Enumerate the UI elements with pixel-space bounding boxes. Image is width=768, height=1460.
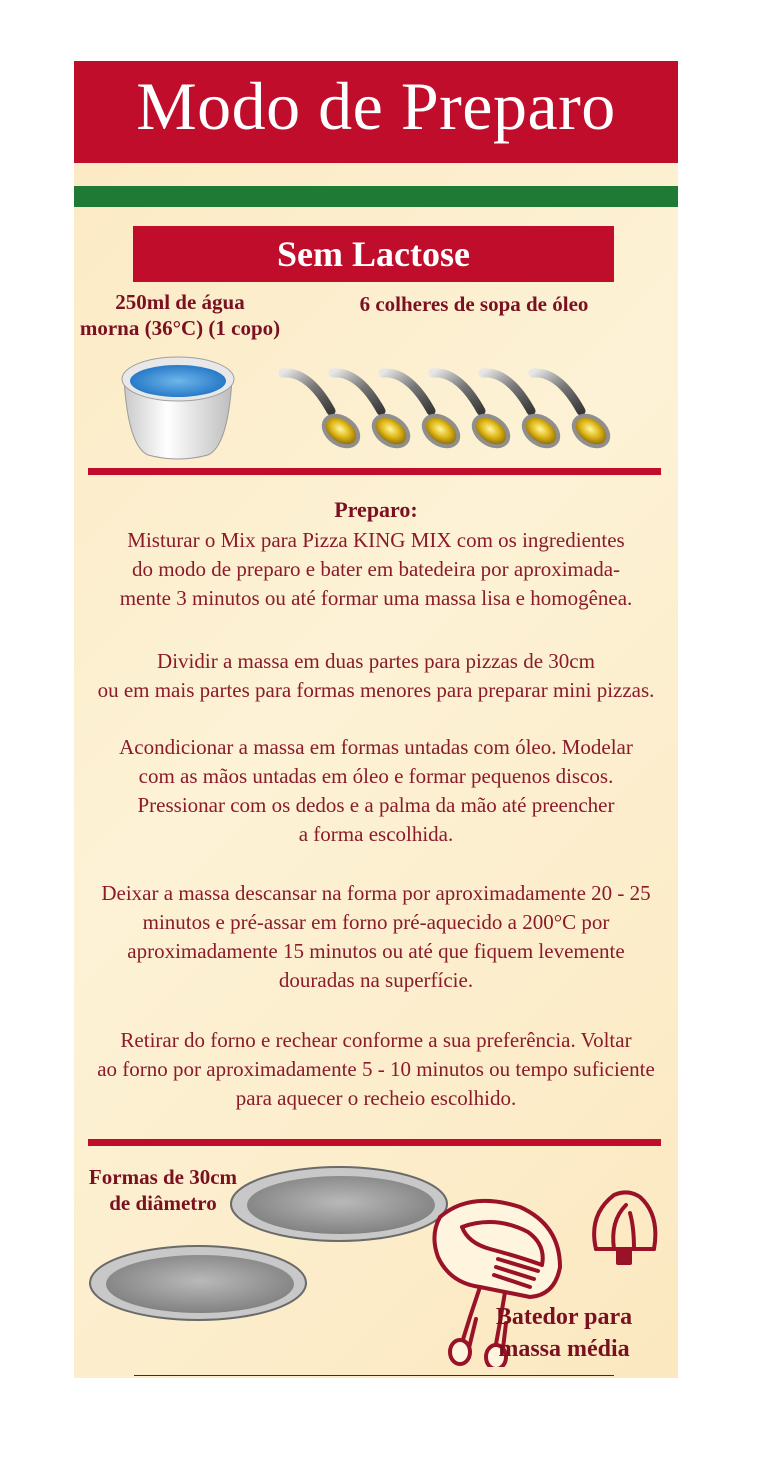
text-line: Acondicionar a massa em formas untadas com óleo. Modelar — [119, 735, 633, 759]
oil-label: 6 colheres de sopa de óleo — [359, 292, 589, 316]
green-stripe — [74, 186, 678, 207]
pans-label-line2: de diâmetro — [109, 1191, 217, 1215]
preparation-paragraph — [74, 647, 678, 705]
pans-label — [78, 1164, 248, 1216]
water-label — [74, 289, 286, 341]
text-line: para aquecer o recheio escolhido. — [235, 1086, 517, 1110]
header-banner — [74, 61, 678, 163]
text-line: mente 3 minutos ou até formar uma massa lisa e homogênea. — [119, 586, 633, 610]
text-line: Misturar o Mix para Pizza KING MIX com os ingredientes — [127, 528, 625, 552]
page-title: Modo de Preparo — [136, 68, 616, 144]
text-line: Dividir a massa em duas partes para pizzas de 30cm — [157, 649, 595, 673]
mixer-label-line1: Batedor para — [495, 1304, 633, 1330]
pan-icon — [88, 1243, 308, 1323]
pans-label-line1: Formas de 30cm — [88, 1165, 238, 1189]
spoons-group — [279, 361, 639, 466]
preparation-paragraph — [74, 1026, 678, 1113]
text-line: do modo de preparo e bater em batedeira por aproximada- — [131, 557, 621, 581]
preparation-paragraph — [74, 879, 678, 995]
section-divider — [88, 1139, 661, 1146]
text-line: Pressionar com os dedos e a palma da mão até preencher — [137, 793, 615, 817]
mixer-label-line2: massa média — [498, 1336, 630, 1362]
water-label-line1: 250ml de água — [115, 290, 245, 314]
text-line: Retirar do forno e rechear conforme a sua preferência. Voltar — [120, 1028, 632, 1052]
dough-hook-icon — [584, 1187, 664, 1267]
text-line: com as mãos untadas em óleo e formar pequenos discos. — [138, 764, 614, 788]
subtitle-banner: Sem Lactose — [133, 226, 614, 282]
spoon-icon — [283, 373, 367, 455]
preparation-paragraph — [74, 526, 678, 613]
recipe-card — [74, 61, 678, 1378]
section-divider — [88, 468, 661, 475]
preparation-paragraph — [74, 733, 678, 849]
text-line: ao forno por aproximadamente 5 - 10 minutos ou tempo suficiente — [97, 1057, 655, 1081]
text-line: douradas na superfície. — [278, 968, 474, 992]
bottom-rule — [134, 1375, 614, 1376]
text-line: Deixar a massa descansar na forma por aproximadamente 20 - 25 — [101, 881, 651, 905]
mixer-label — [474, 1301, 654, 1365]
preparation-title: Preparo: — [334, 497, 418, 522]
text-line: minutos e pré-assar em forno pré-aquecido a 200°C por — [142, 910, 610, 934]
text-line: a forma escolhida. — [298, 822, 454, 846]
text-line: ou em mais partes para formas menores para preparar mini pizzas. — [97, 678, 655, 702]
text-line: aproximadamente 15 minutos ou até que fiquem levemente — [127, 939, 625, 963]
cup-icon — [118, 351, 238, 461]
water-label-line2: morna (36°C) (1 copo) — [79, 316, 281, 340]
